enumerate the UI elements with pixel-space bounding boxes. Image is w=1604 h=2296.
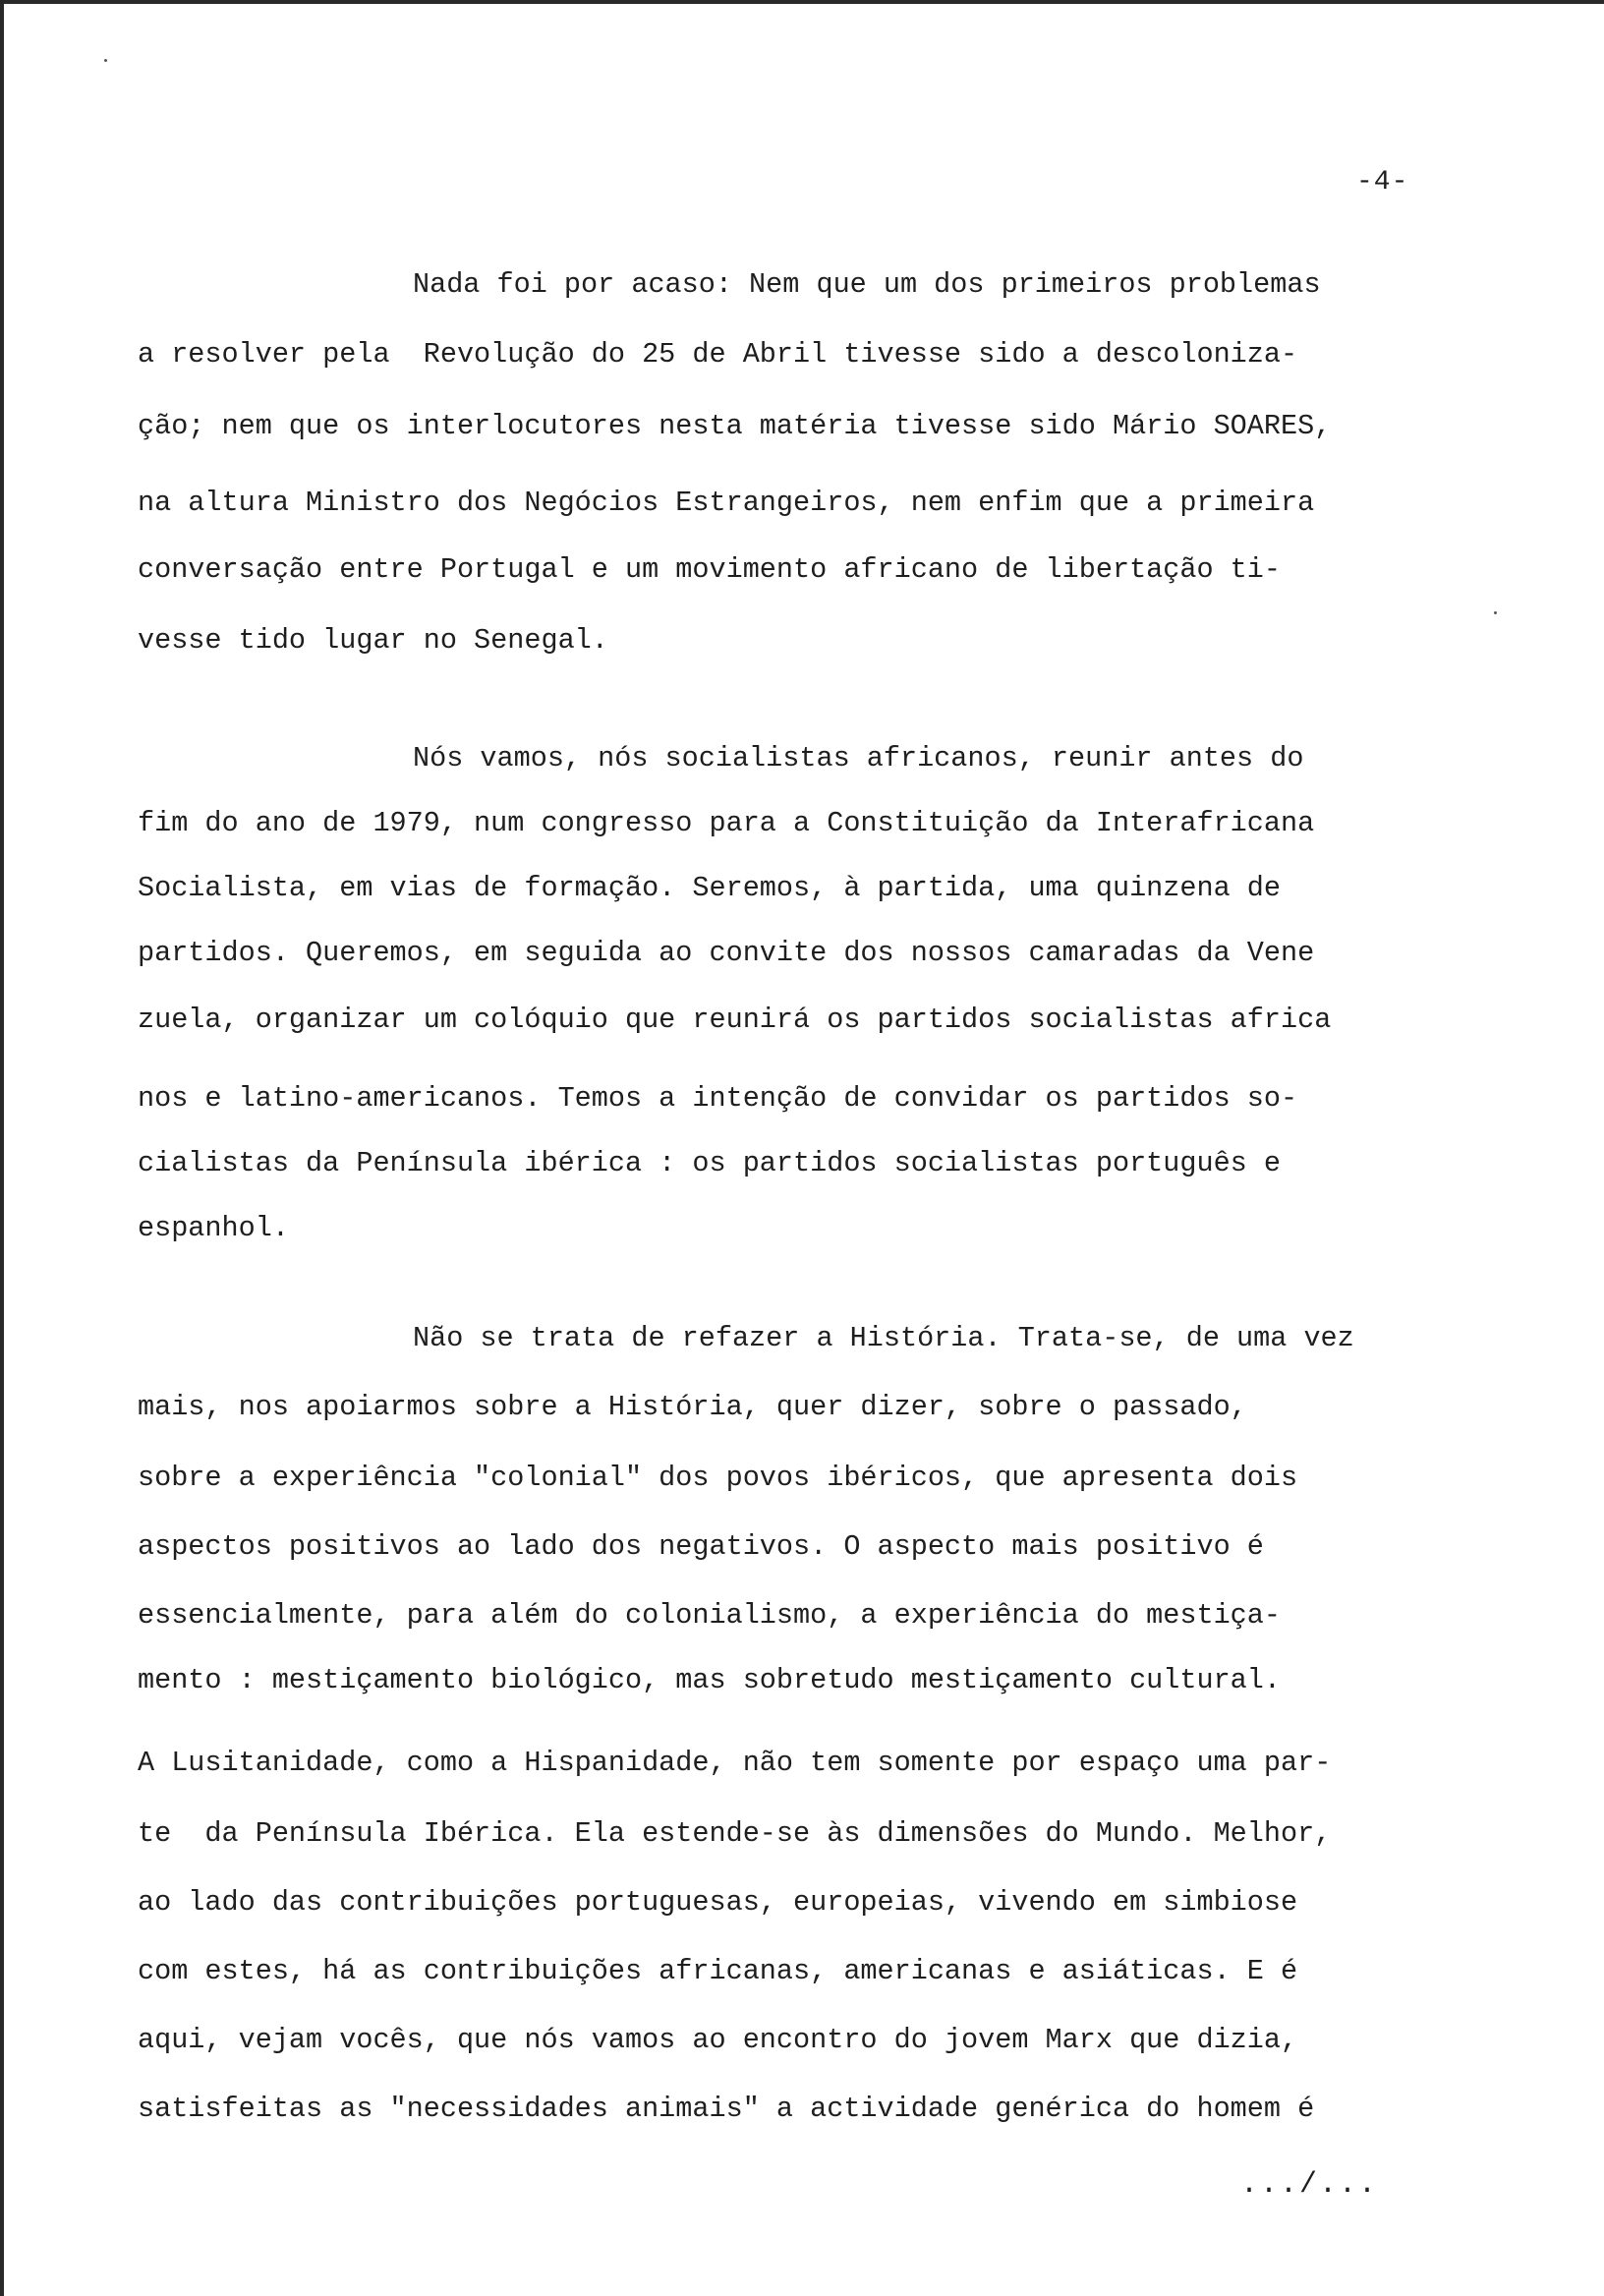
page-left-edge (0, 0, 4, 2296)
page-number: -4- (1356, 167, 1409, 198)
paragraph-line: mais, nos apoiarmos sobre a História, quer dizer, sobre o passado, (138, 1391, 1247, 1423)
paragraph-line: Socialista, em vias de formação. Seremos, à partida, uma quinzena de (138, 872, 1281, 904)
paragraph-line: sobre a experiência "colonial" dos povos ibéricos, que apresenta dois (138, 1462, 1298, 1494)
scan-speck (104, 59, 107, 62)
paragraph-line: aspectos positivos ao lado dos negativos. O aspecto mais positivo é (138, 1530, 1264, 1563)
paragraph-line: Nada foi por acaso: Nem que um dos primeiros problemas (413, 268, 1321, 301)
paragraph-line: essencialmente, para além do colonialismo, a experiência do mestiça- (138, 1599, 1281, 1632)
paragraph-line: vesse tido lugar no Senegal. (138, 624, 608, 657)
paragraph-line: cialistas da Península ibérica : os partidos socialistas português e (138, 1147, 1281, 1179)
paragraph-line: ao lado das contribuições portuguesas, europeias, vivendo em simbiose (138, 1886, 1298, 1919)
paragraph-line: aqui, vejam vocês, que nós vamos ao encontro do jovem Marx que dizia, (138, 2024, 1298, 2056)
paragraph-line: zuela, organizar um colóquio que reunirá os partidos socialistas africa (138, 1004, 1332, 1036)
paragraph-line: a resolver pela Revolução do 25 de Abril tivesse sido a descoloniza- (138, 338, 1298, 371)
paragraph-line: com estes, há as contribuições africanas, americanas e asiáticas. E é (138, 1955, 1298, 1987)
paragraph-line: partidos. Queremos, em seguida ao convite dos nossos camaradas da Vene (138, 937, 1315, 969)
paragraph-line: espanhol. (138, 1212, 289, 1244)
paragraph-line: nos e latino-americanos. Temos a intenção de convidar os partidos so- (138, 1082, 1298, 1115)
paragraph-line: A Lusitanidade, como a Hispanidade, não tem somente por espaço uma par- (138, 1747, 1332, 1779)
paragraph-line: Não se trata de refazer a História. Trata-se, de uma vez (413, 1322, 1354, 1354)
paragraph-line: Nós vamos, nós socialistas africanos, reunir antes do (413, 742, 1304, 775)
paragraph-line: te da Península Ibérica. Ela estende-se às dimensões do Mundo. Melhor, (138, 1817, 1332, 1850)
paragraph-line: na altura Ministro dos Negócios Estrangeiros, nem enfim que a primeira (138, 487, 1315, 519)
continuation-mark: .../... (1240, 2168, 1379, 2202)
page-top-edge (0, 0, 1604, 4)
paragraph-line: ção; nem que os interlocutores nesta matéria tivesse sido Mário SOARES, (138, 410, 1332, 442)
paragraph-line: satisfeitas as "necessidades animais" a actividade genérica do homem é (138, 2093, 1315, 2125)
paragraph-line: conversação entre Portugal e um movimento africano de libertação ti- (138, 553, 1281, 586)
paragraph-line: mento : mestiçamento biológico, mas sobretudo mestiçamento cultural. (138, 1664, 1281, 1696)
scan-speck (1494, 611, 1497, 614)
paragraph-line: fim do ano de 1979, num congresso para a Constituição da Interafricana (138, 807, 1315, 839)
